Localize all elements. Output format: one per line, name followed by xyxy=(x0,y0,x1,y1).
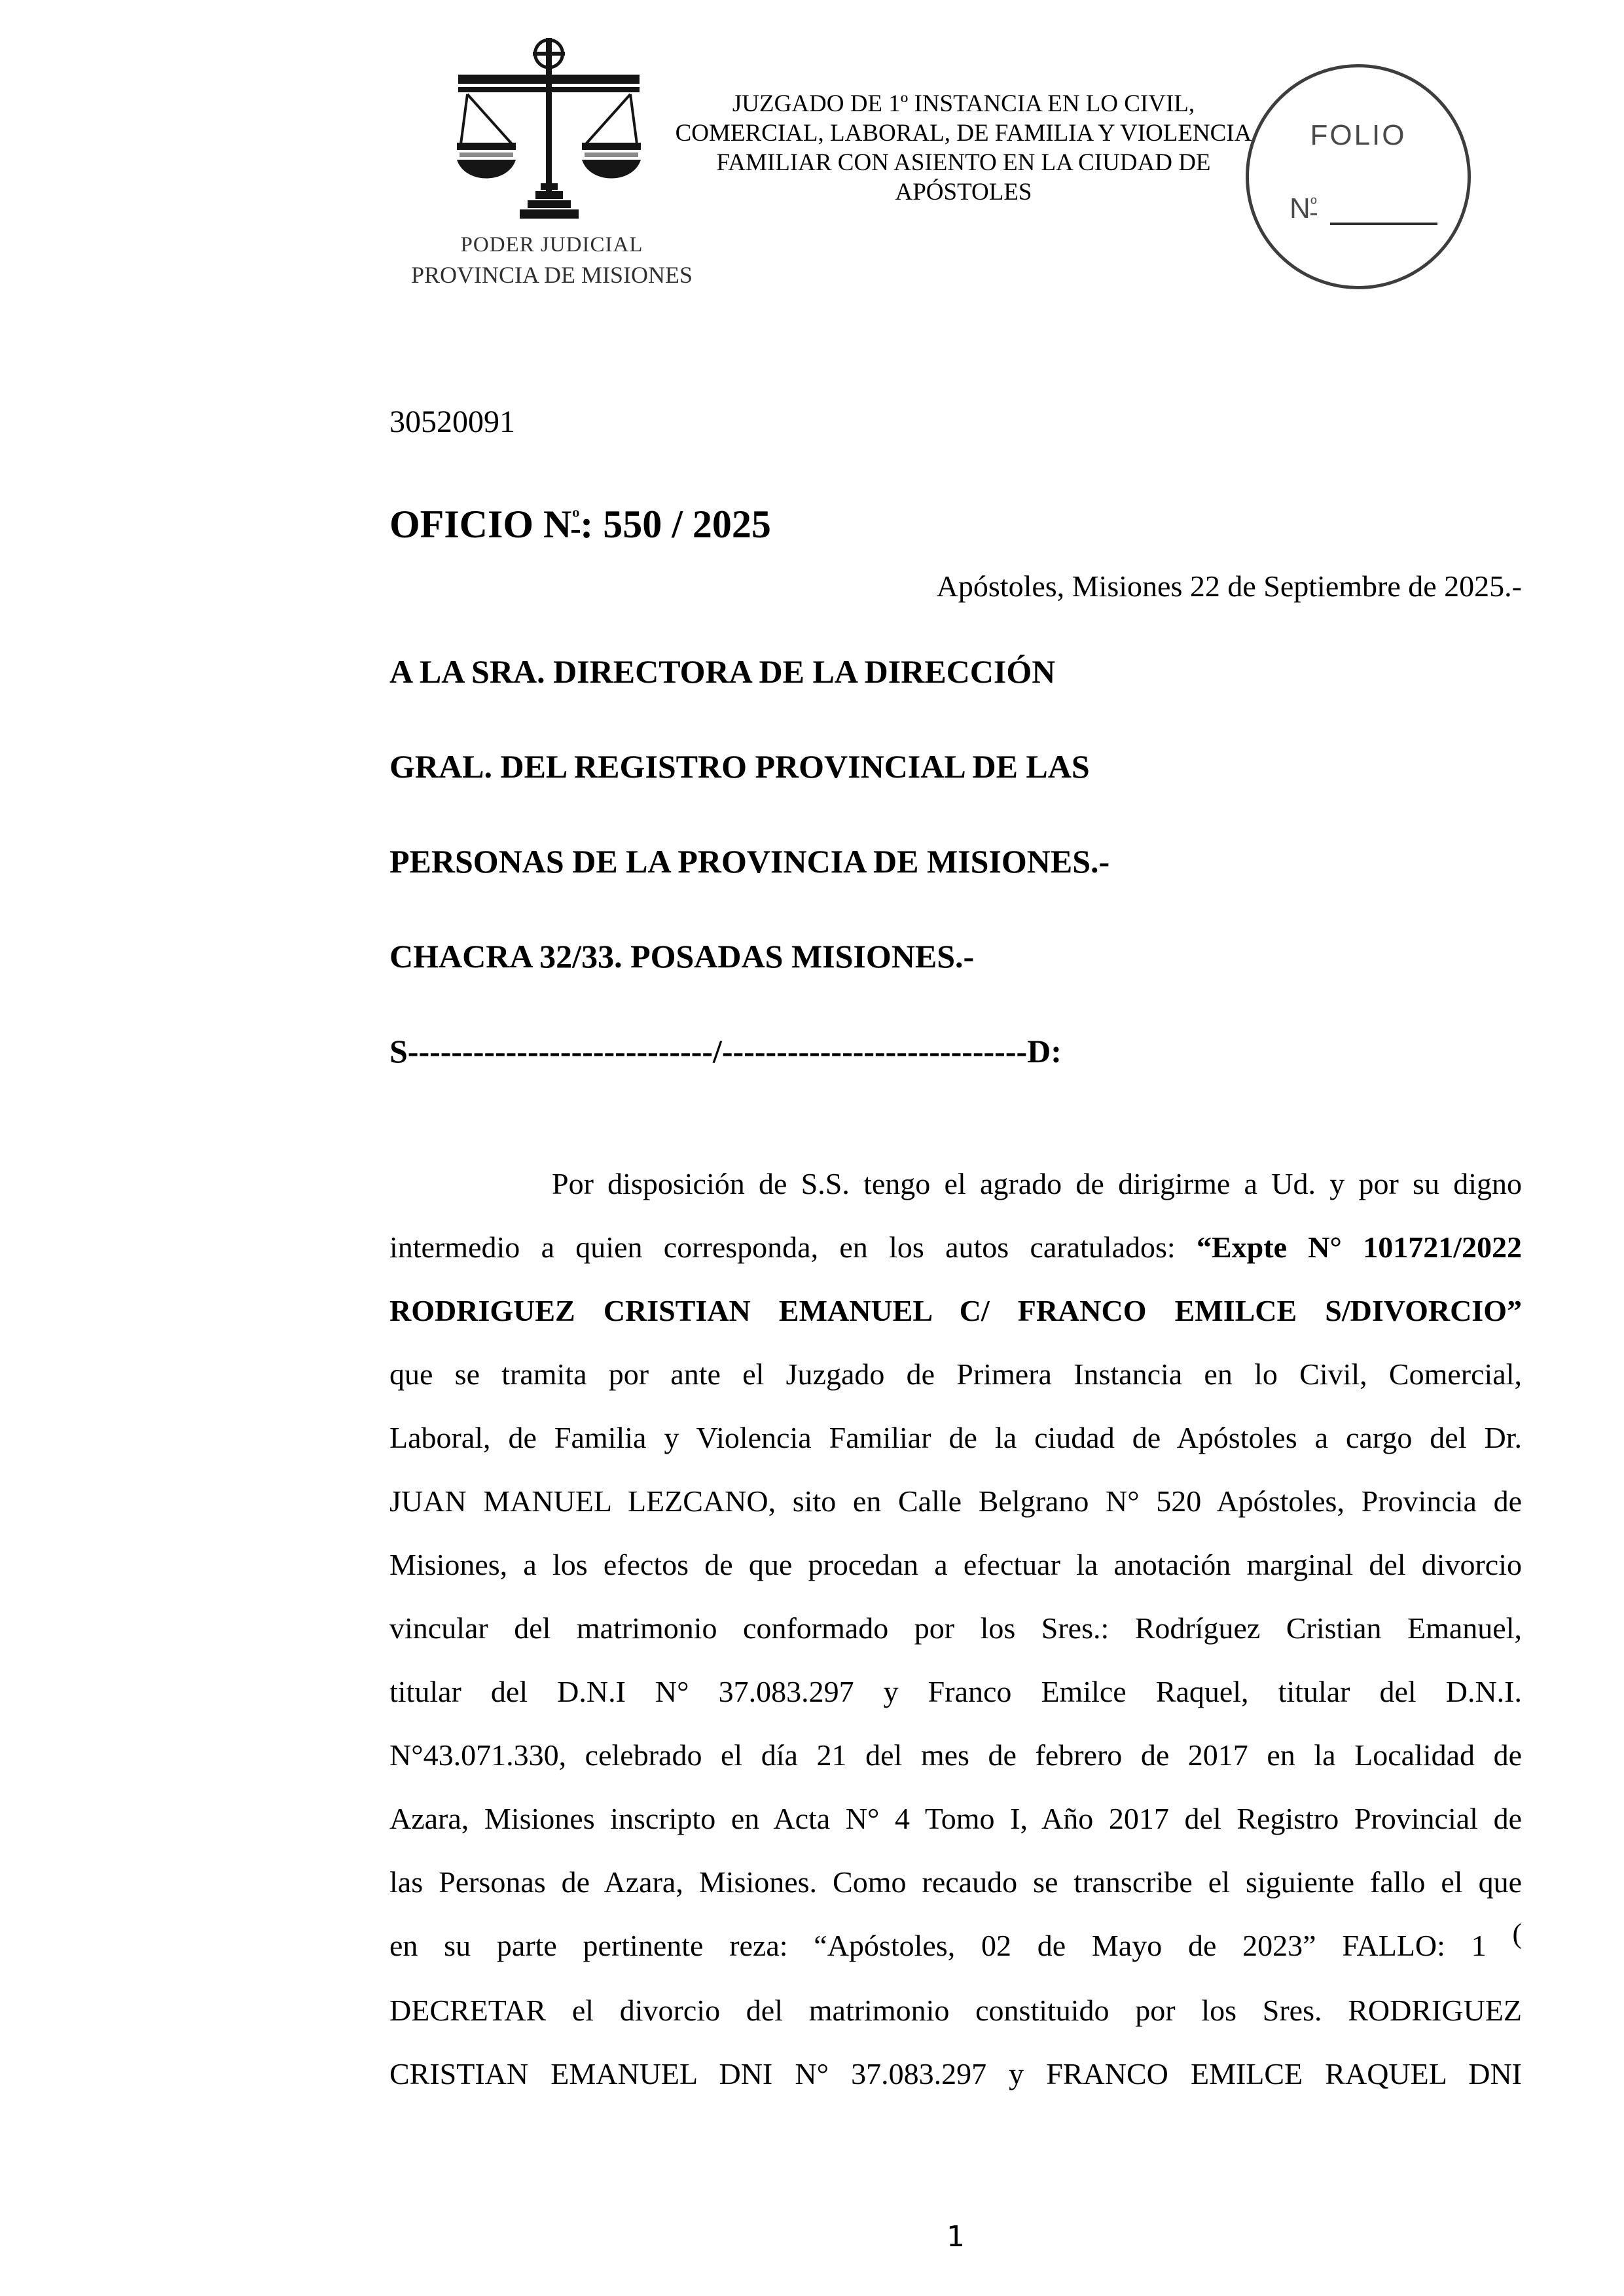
paragraph-line xyxy=(389,1914,1522,1979)
oficio-ordinal: º xyxy=(571,507,580,533)
oficio-prefix: OFICIO N xyxy=(389,503,572,546)
paragraph-line xyxy=(389,1469,1522,1533)
paragraph-line xyxy=(389,1787,1522,1850)
body-paragraph xyxy=(389,1152,1522,2106)
paragraph-line xyxy=(389,1723,1522,1787)
court-name-line: JUZGADO DE 1º INSTANCIA EN LO CIVIL, xyxy=(732,90,1195,117)
judicial-logo xyxy=(411,34,693,296)
salutation-line: S----------------------------/----------------------------D: xyxy=(389,1033,1062,1069)
paragraph-line xyxy=(389,1215,1522,1279)
addressee-line: GRAL. DEL REGISTRO PROVINCIAL DE LAS xyxy=(389,748,1090,785)
reference-number: 30520091 xyxy=(389,404,515,439)
folio-stamp-title: FOLIO xyxy=(1310,119,1407,151)
addressee-line: CHACRA 32/33. POSADAS MISIONES.- xyxy=(389,938,975,975)
paragraph-line xyxy=(389,1406,1522,1469)
paragraph-line xyxy=(389,1979,1522,2042)
paragraph-line xyxy=(389,1660,1522,1723)
paragraph-segment: vincular del matrimonio conformado por los Sres.: Rodríguez Cristian Emanuel, xyxy=(389,1611,1522,1645)
date-line: Apóstoles, Misiones 22 de Septiembre de 2025.- xyxy=(936,569,1522,603)
paragraph-segment: CRISTIAN EMANUEL DNI N° 37.083.297 y FRANCO EMILCE RAQUEL DNI xyxy=(389,2057,1522,2090)
paragraph-line xyxy=(389,1850,1522,1914)
paragraph-segment: que se tramita por ante el Juzgado de Primera Instancia en lo Civil, Comercial, xyxy=(389,1357,1522,1391)
paragraph-segment: las Personas de Azara, Misiones. Como recaudo se transcribe el siguiente fallo el que xyxy=(389,1865,1522,1899)
paragraph-segment: ( xyxy=(1512,1918,1522,1950)
paragraph-segment: Laboral, de Familia y Violencia Familiar de la ciudad de Apóstoles a cargo del Dr. xyxy=(389,1421,1522,1454)
addressee-line: PERSONAS DE LA PROVINCIA DE MISIONES.- xyxy=(389,843,1110,880)
paragraph-segment: Azara, Misiones inscripto en Acta N° 4 Tomo I, Año 2017 del Registro Provincial de xyxy=(389,1802,1522,1835)
addressee-line: A LA SRA. DIRECTORA DE LA DIRECCIÓN xyxy=(389,653,1056,690)
footer-page-number: 1 xyxy=(947,2220,965,2253)
folio-stamp xyxy=(1246,64,1471,289)
paragraph-segment: en su parte pertinente reza: “Apóstoles, 02 de Mayo de 2023” FALLO: 1 xyxy=(389,1929,1513,1962)
oficio-number-heading xyxy=(389,505,771,545)
paragraph-segment: N°43.071.330, celebrado el día 21 del mes de febrero de 2017 en la Localidad de xyxy=(389,1738,1522,1772)
paragraph-bold-segment: “Expte N° 101721/2022 xyxy=(1197,1230,1522,1264)
paragraph-segment: DECRETAR el divorcio del matrimonio constituido por los Sres. RODRIGUEZ xyxy=(389,1994,1522,2027)
paragraph-line xyxy=(389,1596,1522,1660)
paragraph-segment: Por disposición de S.S. tengo el agrado de dirigirme a Ud. y por su digno xyxy=(552,1167,1522,1200)
court-name-line: FAMILIAR CON ASIENTO EN LA CIUDAD DE xyxy=(716,149,1211,176)
paragraph-segment: JUAN MANUEL LEZCANO, sito en Calle Belgrano N° 520 Apóstoles, Provincia de xyxy=(389,1484,1522,1518)
logo-caption-poder-judicial: PODER JUDICIAL xyxy=(460,233,643,257)
paragraph-segment: intermedio a quien corresponda, en los autos caratulados: xyxy=(389,1230,1197,1264)
paragraph-line xyxy=(389,2042,1522,2106)
folio-number-blank-line xyxy=(1330,223,1437,225)
paragraph-segment: titular del D.N.I N° 37.083.297 y Franco Emilce Raquel, titular del D.N.I. xyxy=(389,1675,1522,1708)
paragraph-segment: Misiones, a los efectos de que procedan a efectuar la anotación marginal del divorcio xyxy=(389,1548,1522,1581)
court-name-heading xyxy=(669,89,1258,207)
folio-stamp-number-label xyxy=(1290,194,1317,224)
paragraph-line xyxy=(389,1342,1522,1406)
paragraph-bold-segment: RODRIGUEZ CRISTIAN EMANUEL C/ FRANCO EMILCE S/DIVORCIO” xyxy=(389,1294,1522,1327)
logo-caption-provincia: PROVINCIA DE MISIONES xyxy=(411,262,693,288)
court-name-line: APÓSTOLES xyxy=(895,179,1032,206)
court-name-line: COMERCIAL, LABORAL, DE FAMILIA Y VIOLENCIA xyxy=(675,120,1252,147)
paragraph-line xyxy=(389,1152,1522,1215)
paragraph-line xyxy=(389,1533,1522,1596)
oficio-suffix: : 550 / 2025 xyxy=(580,503,771,546)
folio-number-ordinal: º xyxy=(1310,196,1317,215)
paragraph-line xyxy=(389,1279,1522,1342)
folio-number-prefix: N xyxy=(1290,192,1310,224)
